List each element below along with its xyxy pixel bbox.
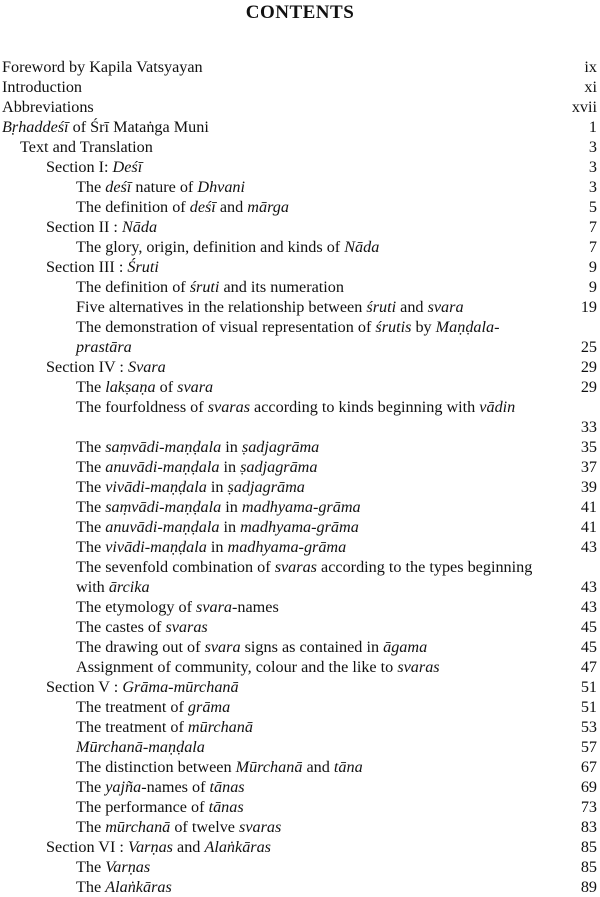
toc-entry-title: Section VI : Varṇas and Alaṅkāras [46,838,271,856]
toc-entry-page: 37 [580,458,597,476]
toc-entry [0,137,600,157]
toc-entry [0,557,600,597]
toc-entry-page: 41 [580,518,597,536]
toc-entry-title: The fourfoldness of svaras according to kinds beginning with vādin [76,398,516,416]
toc-entry [0,77,600,97]
toc-entry [0,157,600,177]
toc-entry-title: The treatment of grāma [76,698,231,716]
toc-entry-title: The glory, origin, definition and kinds of Nāda [76,238,380,256]
toc-entry-title: The lakṣaṇa of svara [76,378,214,396]
toc-entry [0,457,600,477]
toc-entry-page: 57 [580,738,597,756]
toc-entry-page: ix [584,58,597,76]
toc-entry [0,837,600,857]
toc-entry-title: The distinction between Mūrchanā and tāna [76,758,363,776]
toc-entry-title: Abbreviations [2,98,94,116]
toc-entry-title: The saṃvādi-maṇḍala in madhyama-grāma [76,498,361,516]
toc-entry-title: The Varṇas [76,858,151,876]
toc-entry-title: The definition of śruti and its numeration [76,278,344,296]
toc-entry-title: The castes of svaras [76,618,208,636]
toc-entry [0,297,600,317]
toc-entry-page: 7 [588,238,597,256]
toc-entry-page: 35 [580,438,597,456]
toc-entry [0,377,600,397]
toc-entry-page: 51 [580,698,597,716]
toc-entry-title: Section V : Grāma-mūrchanā [46,678,239,696]
toc-entry-title: The deśī nature of Dhvani [76,178,246,196]
toc-entry-title: Section II : Nāda [46,218,158,236]
toc-entry [0,777,600,797]
toc-entry-page: 39 [580,478,597,496]
toc-entry [0,817,600,837]
toc-entry-title: Bṛhaddeśī of Śrī Mataṅga Muni [2,118,209,136]
toc-entry [0,317,600,357]
toc-entry-title: The Alaṅkāras [76,878,172,896]
table-of-contents [0,57,600,897]
toc-entry-title: Section IV : Svara [46,358,166,376]
toc-entry-page: xvii [571,98,597,116]
toc-entry [0,237,600,257]
toc-entry-page: 3 [588,178,597,196]
toc-entry-page: 25 [580,338,597,356]
toc-entry [0,437,600,457]
toc-entry [0,797,600,817]
toc-entry [0,697,600,717]
toc-entry [0,597,600,617]
toc-entry [0,217,600,237]
page-title: CONTENTS [245,2,355,23]
toc-entry-page: 41 [580,498,597,516]
toc-entry [0,517,600,537]
toc-entry [0,497,600,517]
toc-entry [0,617,600,637]
toc-entry-page: 3 [588,138,597,156]
toc-entry-page: 43 [580,538,597,556]
toc-entry-page: 43 [580,598,597,616]
toc-entry-title: The vivādi-maṇḍala in madhyama-grāma [76,538,347,556]
toc-entry [0,877,600,897]
toc-entry-page: 7 [588,218,597,236]
toc-entry-title: Mūrchanā-maṇḍala [76,738,205,756]
toc-entry-title: The sevenfold combination of svaras according to the types beginning with ārcika [76,558,533,596]
toc-entry [0,677,600,697]
toc-entry-page: 85 [580,858,597,876]
toc-entry [0,97,600,117]
toc-entry-title: The etymology of svara-names [76,598,279,616]
toc-entry-page: 47 [580,658,597,676]
toc-entry-page: 9 [588,278,597,296]
toc-entry [0,637,600,657]
toc-entry-page: 53 [580,718,597,736]
toc-entry [0,257,600,277]
toc-entry [0,537,600,557]
toc-entry [0,397,600,437]
toc-entry-title: The performance of tānas [76,798,244,816]
toc-entry-title: The definition of deśī and mārga [76,198,289,216]
toc-entry-page: 73 [580,798,597,816]
toc-entry-page: 19 [580,298,597,316]
toc-entry [0,857,600,877]
toc-entry [0,357,600,377]
toc-entry-title: The anuvādi-maṇḍala in madhyama-grāma [76,518,359,536]
toc-entry [0,57,600,77]
toc-entry [0,737,600,757]
toc-entry [0,197,600,217]
toc-entry-title: The treatment of mūrchanā [76,718,253,736]
toc-entry-title: The vivādi-maṇḍala in ṣadjagrāma [76,478,305,496]
toc-entry-page: 45 [580,618,597,636]
toc-entry-page: 85 [580,838,597,856]
toc-entry [0,657,600,677]
toc-entry-title: The yajña-names of tānas [76,778,245,796]
toc-entry-title: The mūrchanā of twelve svaras [76,818,282,836]
toc-entry-page: 83 [580,818,597,836]
toc-entry [0,177,600,197]
toc-entry-title: The demonstration of visual representation of śrutis by Maṇḍala-prastāra [76,318,500,356]
toc-entry-title: Text and Translation [20,138,153,156]
toc-entry-page: 45 [580,638,597,656]
toc-entry-title: The drawing out of svara signs as contained in āgama [76,638,428,656]
toc-entry-title: Section I: Deśī [46,158,143,176]
toc-entry [0,717,600,737]
toc-entry-page: 29 [580,358,597,376]
toc-entry-title: The saṃvādi-maṇḍala in ṣadjagrāma [76,438,320,456]
toc-entry-page: 33 [580,418,597,436]
toc-entry-page: 51 [580,678,597,696]
toc-entry-page: xi [584,78,597,96]
toc-entry [0,757,600,777]
toc-entry-title: The anuvādi-maṇḍala in ṣadjagrāma [76,458,318,476]
toc-entry-page: 1 [588,118,597,136]
toc-entry-page: 5 [588,198,597,216]
toc-entry [0,117,600,137]
toc-entry-page: 69 [580,778,597,796]
toc-entry-page: 3 [588,158,597,176]
toc-entry-page: 9 [588,258,597,276]
toc-entry-page: 29 [580,378,597,396]
toc-entry-page: 43 [580,578,597,596]
toc-entry-page: 67 [580,758,597,776]
toc-entry-title: Foreword by Kapila Vatsyayan [2,58,203,76]
toc-entry-page: 89 [580,878,597,896]
toc-entry [0,477,600,497]
toc-entry-title: Five alternatives in the relationship between śruti and svara [76,298,464,316]
toc-entry-title: Section III : Śruti [46,258,159,276]
toc-entry-title: Assignment of community, colour and the like to svaras [76,658,440,676]
toc-entry [0,277,600,297]
toc-entry-title: Introduction [2,78,83,96]
